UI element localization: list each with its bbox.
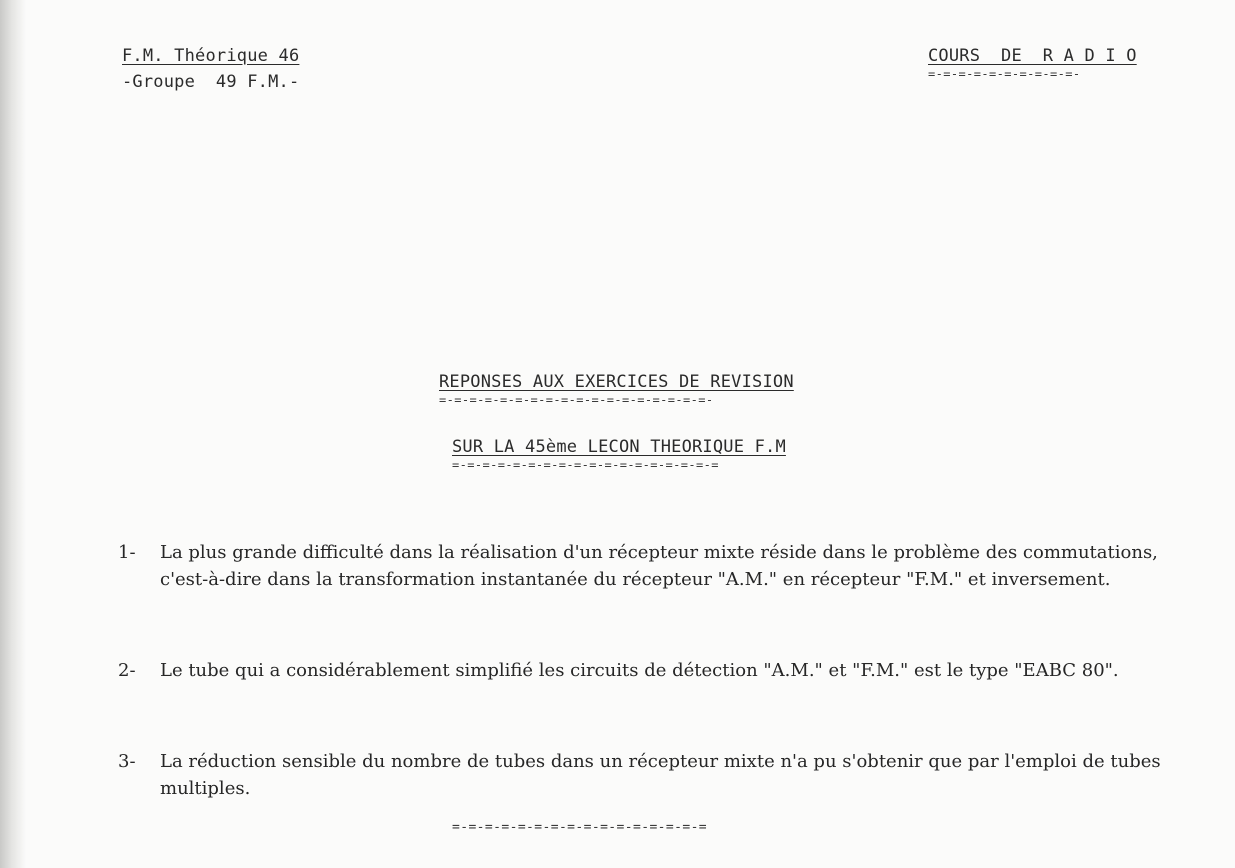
answer-item (118, 539, 1198, 593)
document-title: REPONSES AUX EXERCICES DE REVISION (439, 372, 794, 392)
answer-list (118, 539, 1198, 593)
answer-number: 2- (118, 660, 136, 681)
footer-rule: =-=-=-=-=-=-=-=-=-=-=-=-=-=-=-= (452, 820, 708, 835)
answer-list-3 (118, 748, 1198, 802)
scan-edge-shadow (0, 0, 26, 868)
answer-number: 1- (118, 542, 136, 563)
group-reference: -Groupe 49 F.M.- (122, 72, 300, 92)
answer-text: La réduction sensible du nombre de tubes dans un récepteur mixte n'a pu s'obtenir que par l'emploi de tubes multiples. (160, 751, 1161, 799)
course-title: COURS DE R A D I O (928, 46, 1137, 66)
document-subtitle-rule: =-=-=-=-=-=-=-=-=-=-=-=-=-=-=-=-=-= (452, 458, 719, 472)
document-title-rule: =-=-=-=-=-=-=-=-=-=-=-=-=-=-=-=-=-=- (439, 393, 714, 407)
answer-number: 3- (118, 751, 136, 772)
answer-item (118, 657, 1198, 684)
lesson-reference: F.M. Théorique 46 (122, 46, 300, 66)
course-title-rule: =-=-=-=-=-=-=-=-=-=- (928, 67, 1081, 81)
answer-list-2 (118, 657, 1198, 684)
answer-item (118, 748, 1198, 802)
answer-text: Le tube qui a considérablement simplifié les circuits de détection "A.M." et "F.M." est le type "EABC 80". (160, 660, 1119, 681)
answer-text: La plus grande difficulté dans la réalisation d'un récepteur mixte réside dans le problème des commutations, c'est-à-dire dans la transformation instantanée du récepteur "A.M." en récepteur "F.M." et inversement. (160, 542, 1158, 590)
document-subtitle: SUR LA 45ème LECON THEORIQUE F.M (452, 437, 786, 457)
